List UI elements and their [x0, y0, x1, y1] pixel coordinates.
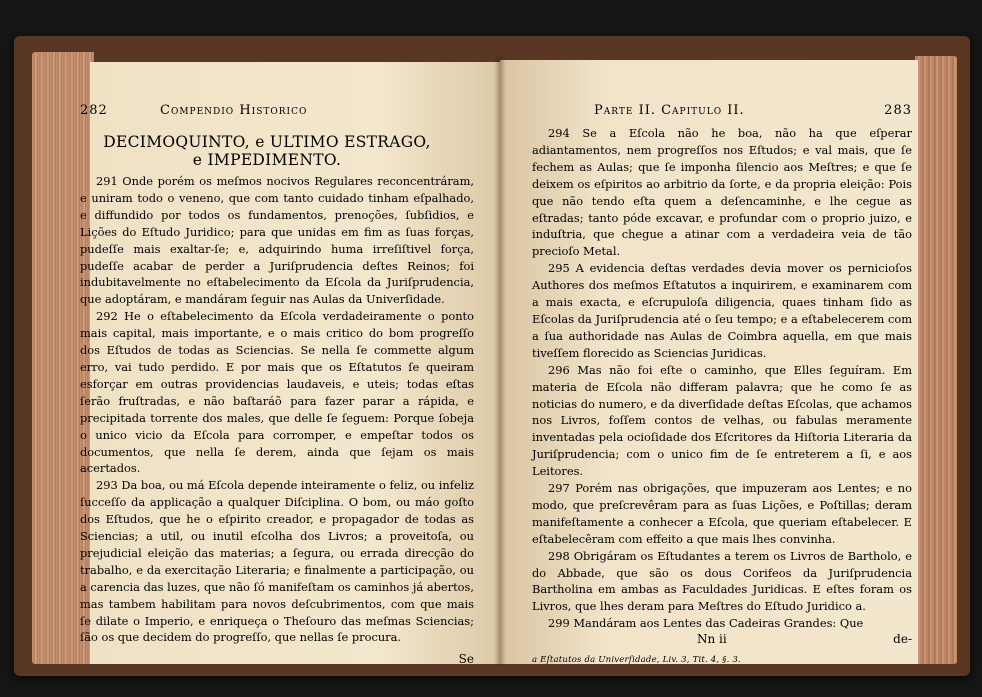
paragraph-299: 299 Mandáram aos Lentes das Cadeiras Grandes: Que	[548, 616, 864, 631]
paragraph-292: 292 He o eſtabelecimento da Eſcola verdadeiramente o ponto mais capital, mais importante, e o mais critico do bom progreſſo dos Eſtudos de todas as Sciencias. Se nella ſe commette algum erro, vai tudo perdido. E por mais que os Eſtatutos ſe queiram esforçar em outras providencias laudaveis, e uteis; todas eſtas ſerão fruſtradas, e não baſtaráõ para fazer parar a rápida, e precipitada torrente dos males, que delle ſe ſeguem: Porque ſobeja o unico vicio da Eſcola para corromper, e empeſtar todos os documentos, que nella ſe derem, ainda que ſejam os mais acertados.	[80, 309, 474, 476]
paragraph-294: 294 Se a Eſcola não he boa, não ha que eſperar adiantamentos, nem progreſſos nos Eſtudos; e val mais, que ſe fechem as Aulas; que ſe imponha ſilencio aos Meſtres; e que ſe deixem os eſpiritos ao arbitrio da ſorte, e da propria eleição: Pois que não tendo eſta quem a deſencaminhe, e lhe cegue as eſtradas; tanto póde excavar, e profundar com o proprio juizo, e induſtria, que chegue a atinar com a verdadeira veia de tão precioſo Metal.	[532, 126, 912, 259]
chapter-section-title	[102, 133, 432, 169]
left-page-body	[80, 173, 474, 646]
paragraph-298: 298 Obrigáram os Eſtudantes a terem os Livros de Bartholo, e do Abbade, que são os dous Corifeos da Juriſprudencia Bartholina em ambas as Faculdades Juridicas. E eſtes foram os Livros, que lhes deram para Meſtres do Eſtudo Juridico a.	[532, 548, 912, 614]
right-page-number: 283	[884, 103, 912, 118]
title-line-1: DECIMOQUINTO, e ULTIMO ESTRAGO,	[103, 133, 431, 151]
right-page-content	[532, 103, 912, 665]
paragraph-296: 296 Mas não foi eſte o caminho, que Elles ſeguíram. Em materia de Eſcola não differam palavra; que he como ſe as noticias do numero, e da diverſidade deſtas Eſcolas, que achamos nos Livros, foſſem contos de velhas, ou fabulas meramente inventadas pela ocioſidade dos Eſcritores da Hiſtoria Literaria da Juriſprudencia; com o unico fim de ſe entreterem a ſi, e aos Leitores.	[532, 362, 912, 479]
signature-row	[532, 632, 912, 648]
paragraph-295: 295 A evidencia deſtas verdades devia mover os pernicioſos Authores dos meſmos Eſtatutos a inquirirem, e examinarem com a mais exacta, e eſcrupuloſa diligencia, quaes tinham ſido as Eſcolas da Juriſprudencia até o ſeu tempo; e a eſtabelecerem com a ſua authoridade nas Aulas de Coimbra aquella, em que mais tiveſſem florecido as Sciencias Juridicas.	[532, 261, 912, 360]
book-gutter	[494, 56, 506, 666]
paragraph-297: 297 Porém nas obrigações, que impuzeram aos Lentes; e no modo, que preſcrevêram para as ſuas Lições, e Poſtillas; deram manifeſtamente a conhecer a Eſcola, que queriam eſtabelecer. E eſtabelecêram com effeito a que mais lhes convinha.	[532, 481, 912, 546]
paragraph-293: 293 Da boa, ou má Eſcola depende inteiramente o feliz, ou infeliz ſucceſſo da applicação a qualquer Diſciplina. O bom, ou máo goſto dos Eſtudos, que he o eſpirito creador, e propagador de todas as Sciencias; a util, ou inutil eſcolha dos Livros; a proveitoſa, ou prejudicial eleição das materias; a ſegura, ou errada direcção do trabalho, e da exercitação Literaria; e finalmente a participação, ou a carencia das luzes, que não ſó manifeſtam os caminhos já abertos, mas tambem habilitam para novos deſcubrimentos, com que mais ſe dilate o Imperio, e enriqueça o Theſouro das meſmas Sciencias; ſão os que decidem do progreſſo, que nellas ſe procura.	[80, 478, 474, 645]
left-catchword: Se	[458, 652, 474, 667]
signature-mark: Nn ii	[697, 632, 727, 647]
left-page-content	[80, 103, 474, 666]
left-page-header	[80, 103, 474, 121]
right-catchword: de-	[893, 632, 912, 647]
right-running-head: Parte II. Capitulo II.	[594, 103, 745, 118]
paragraph-291: 291 Onde porém os meſmos nocivos Regulares reconcentráram, e uniram todo o veneno, que com tanto cuidado tinham eſpalhado, e diffundido por todos os fundamentos, prenoções, ſubſidios, e Lições do Eſtudo Juridico; para que unidas em fim as ſuas forças, pudeſſe mais exaltar-ſe; e, adquirindo huma irreſiſtivel força, pudeſſe acabar de perder a Juriſprudencia deſtes Reinos; foi indubitavelmente no eſtabelecimento da Eſcola da Juriſprudencia, que adoptáram, e mandáram ſeguir nas Aulas da Univerſidade.	[80, 174, 474, 307]
footnote: a Eſtatutos da Univerſidade, Liv. 3, Tit. 4, §. 3.	[532, 655, 741, 666]
right-page-header	[532, 103, 912, 121]
right-page-edges	[915, 56, 957, 664]
left-running-head: Compendio Historico	[160, 103, 308, 118]
title-line-2: e IMPEDIMENTO.	[192, 151, 342, 169]
left-page-number: 282	[80, 103, 108, 118]
right-page-body	[532, 125, 912, 632]
